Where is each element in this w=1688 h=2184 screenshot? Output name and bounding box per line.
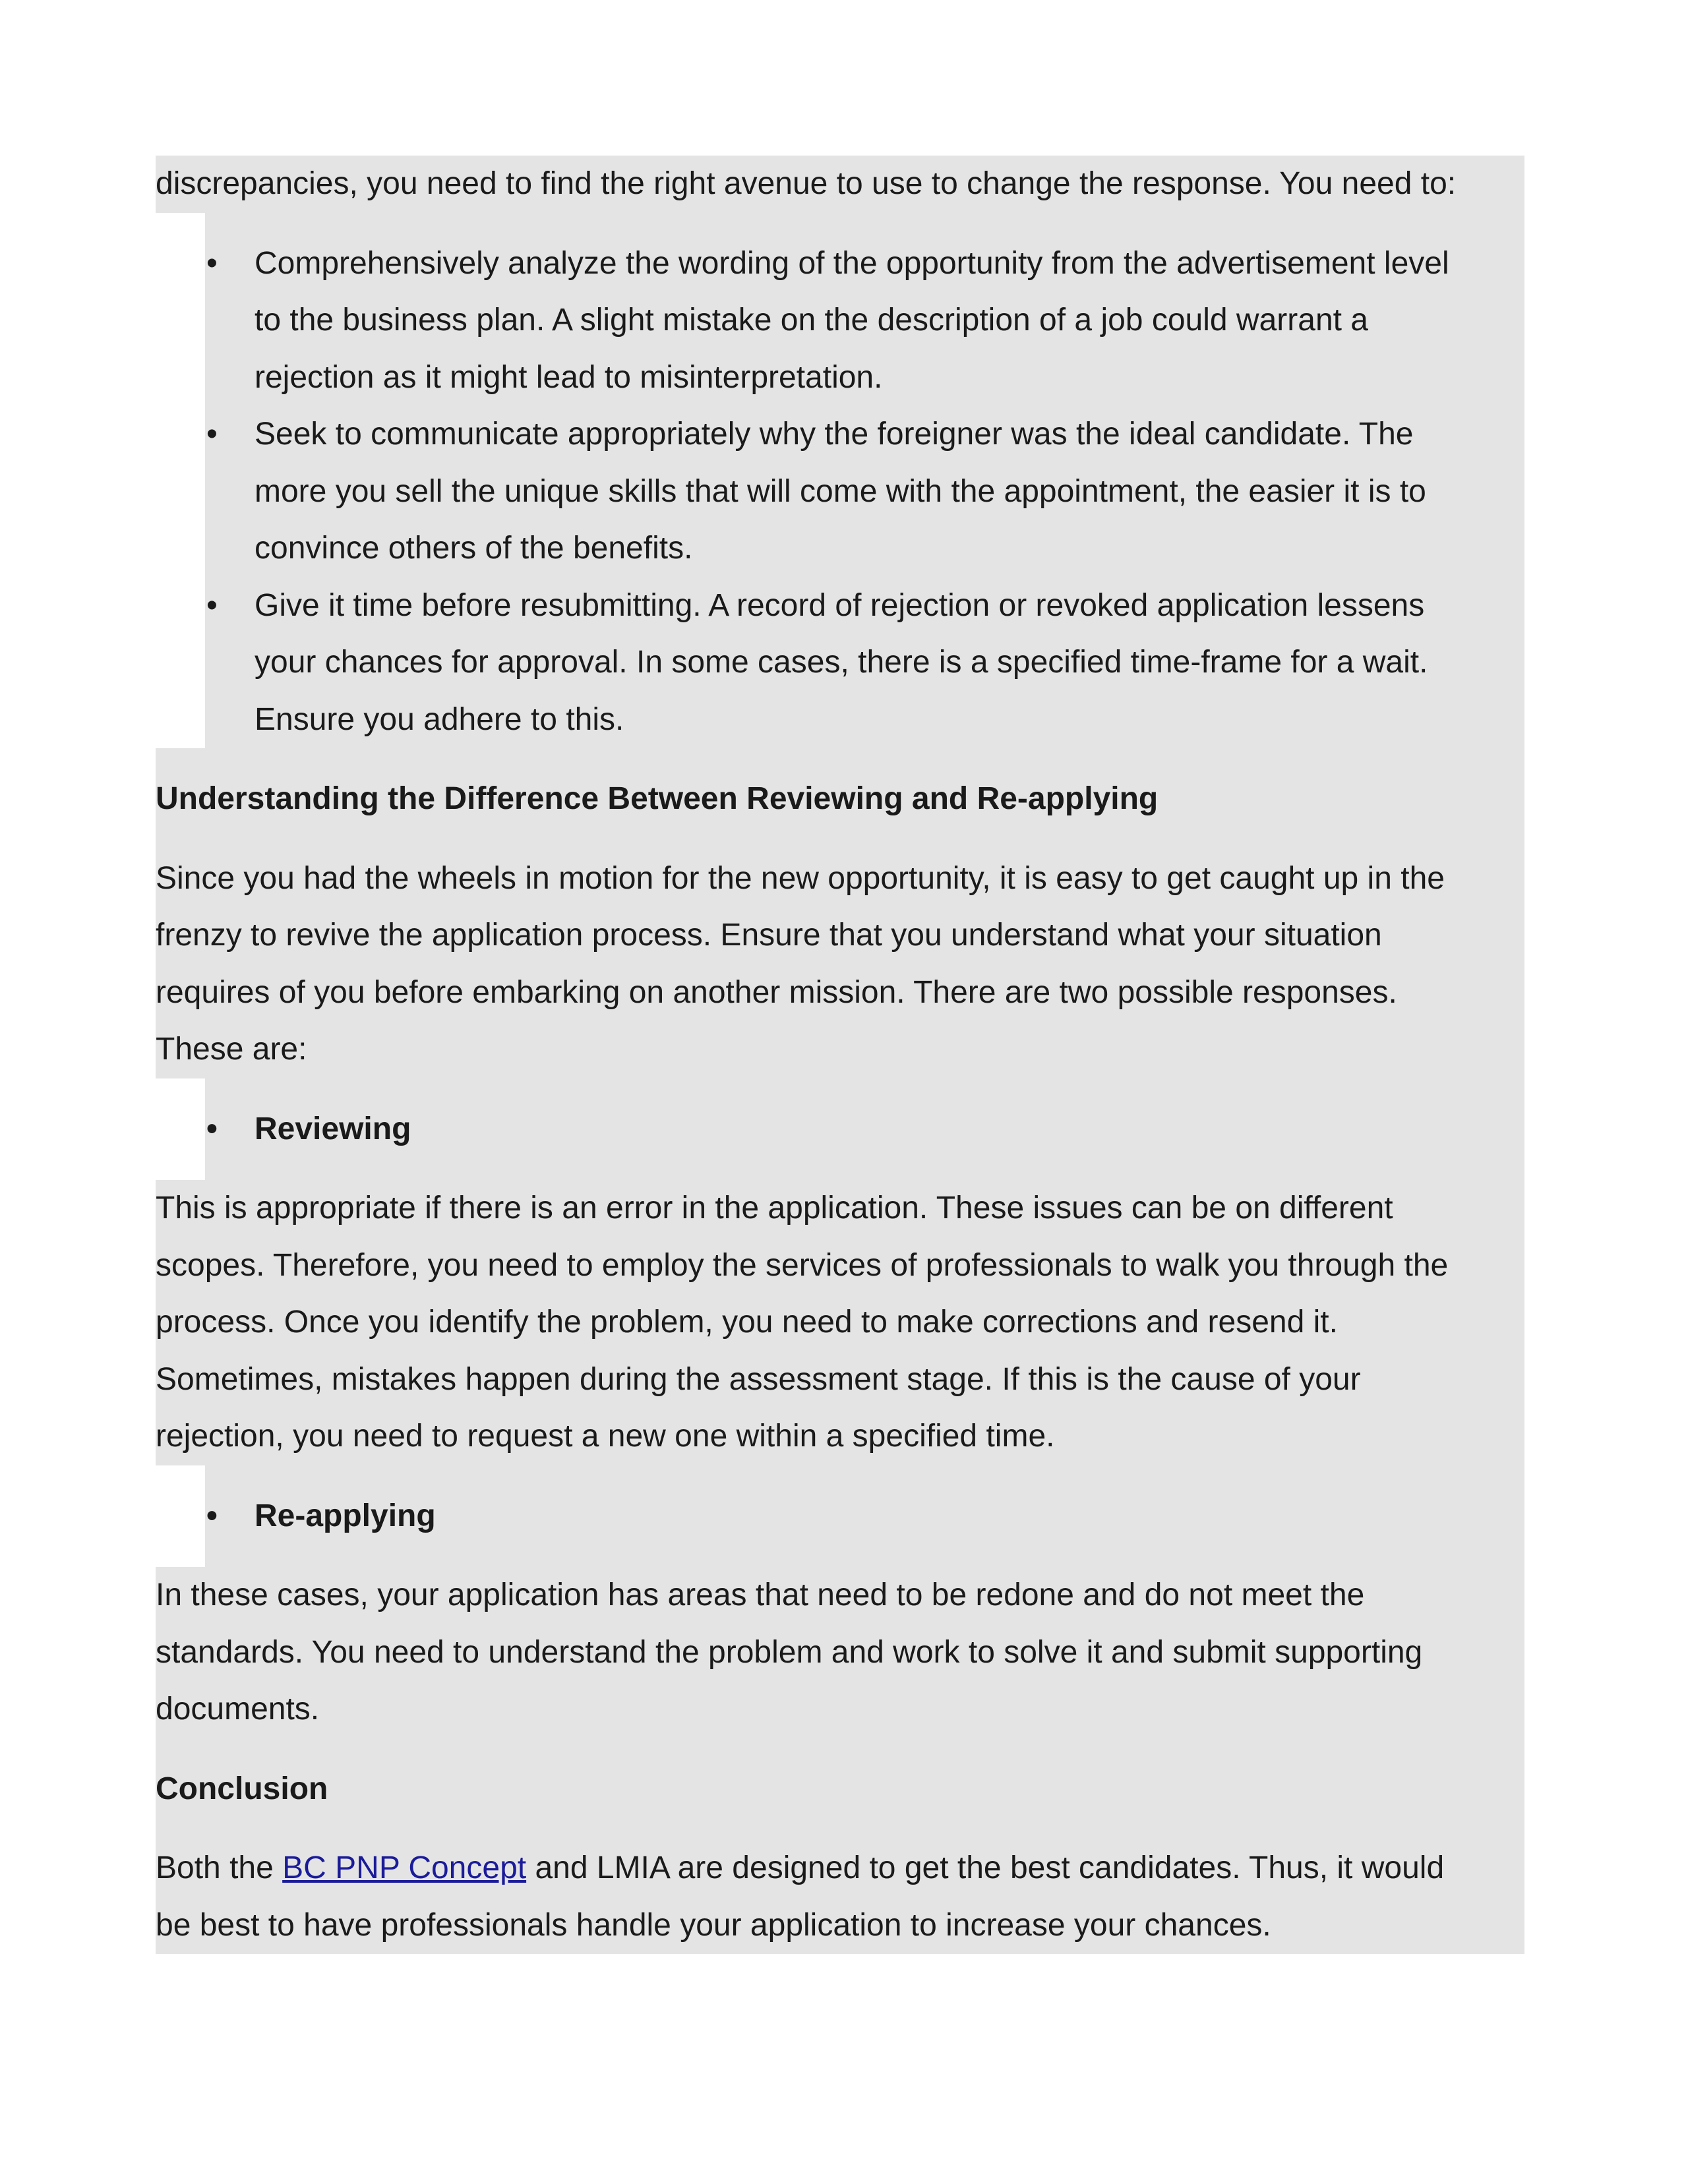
list-item-label: Reviewing [255,1111,411,1146]
paragraph-line: In these cases, your application has areas that need to be redone and do not meet the [156,1578,1365,1612]
spacer [156,1817,1524,1840]
paragraph-line: rejection, you need to request a new one within a specified time. [156,1419,1055,1454]
bullet-icon: • [206,1111,218,1146]
bullet-icon: • [206,417,218,452]
list-item-line: your chances for approval. In some cases, there is a specified time-frame for a wait. [255,645,1428,680]
conclusion-line [156,1840,1522,1897]
paragraph-line: This is appropriate if there is an error in the application. These issues can be on different [156,1191,1393,1225]
intro-paragraph [156,156,1524,213]
list-item-line: to the business plan. A slight mistake on the description of a job could warrant a [255,303,1368,338]
paragraph-line: standards. You need to understand the problem and work to solve it and submit supporting [156,1634,1423,1670]
list-item-line: more you sell the unique skills that will come with the appointment, the easier it is to [255,473,1426,509]
bullet-icon: • [206,1498,218,1533]
spacer [156,1465,1524,1488]
list-item-reapplying [205,1488,1524,1545]
bullet-icon: • [206,587,218,623]
spacer [156,1078,1524,1101]
paragraph-reapplying [156,1567,1524,1738]
list-item-line: Ensure you adhere to this. [255,701,624,737]
list-item [205,577,1524,749]
list-item [205,235,1524,407]
list-item-reviewing [205,1101,1524,1158]
bullet-icon: • [206,245,218,281]
paragraph [156,850,1524,1078]
spacer [156,1738,1524,1761]
paragraph-line: These are: [156,1032,307,1067]
section-heading: Understanding the Difference Between Reviewing and Re-applying [156,771,1524,828]
paragraph-line: Since you had the wheels in motion for the new opportunity, it is easy to get caught up in the [156,860,1445,896]
bc-pnp-concept-link[interactable]: BC PNP Concept [282,1850,527,1885]
conclusion-text: and LMIA are designed to get the best candidates. Thus, it would [526,1850,1445,1885]
list-item-line: convince others of the benefits. [255,531,693,566]
list-item-line: Comprehensively analyze the wording of the opportunity from the advertisement level [255,245,1449,281]
paragraph-line: frenzy to revive the application process. Ensure that you understand what your situation [156,918,1382,953]
list-item-line: rejection as it might lead to misinterpretation. [255,359,883,395]
document-content [156,156,1524,1954]
advice-list [156,235,1524,749]
list-item-line: Seek to communicate appropriately why the foreigner was the ideal candidate. The [255,417,1414,452]
conclusion-text: Both the [156,1850,283,1885]
conclusion-paragraph [156,1840,1524,1954]
conclusion-line: be best to have professionals handle your application to increase your chances. [156,1907,1271,1943]
paragraph-reviewing [156,1180,1524,1465]
paragraph-line: Sometimes, mistakes happen during the assessment stage. If this is the cause of your [156,1361,1361,1397]
conclusion-heading: Conclusion [156,1761,1524,1818]
list-item-label: Re-applying [255,1498,436,1533]
list-item-line: Give it time before resubmitting. A record of rejection or revoked application lessens [255,587,1425,623]
intro-line: discrepancies, you need to find the right avenue to use to change the response. You need to: [156,166,1457,201]
paragraph-line: requires of you before embarking on another mission. There are two possible responses. [156,974,1397,1010]
spacer [156,748,1524,771]
paragraph-line: process. Once you identify the problem, you need to make corrections and resend it. [156,1305,1338,1340]
spacer [156,1158,1524,1180]
paragraph-line: documents. [156,1692,320,1727]
list-item [205,406,1524,577]
spacer [156,1545,1524,1567]
paragraph-line: scopes. Therefore, you need to employ the services of professionals to walk you through the [156,1247,1449,1283]
spacer [156,213,1524,235]
spacer [156,828,1524,850]
